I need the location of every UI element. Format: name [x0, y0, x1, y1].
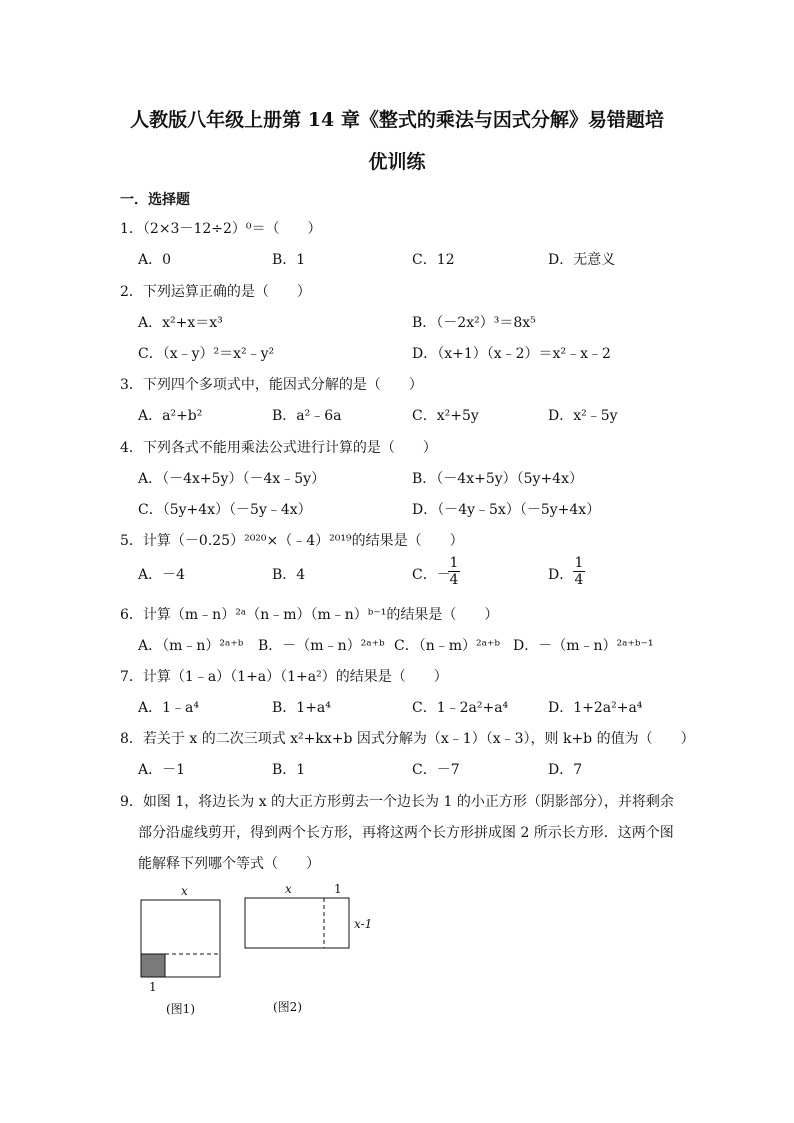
question-2-stem: 2．下列运算正确的是（ ） [120, 284, 311, 300]
question-8-option-b: B．1 [272, 762, 306, 778]
fraction-numerator: 1 [449, 555, 459, 571]
question-6-stem: 6．计算（m﹣n）²ᵃ（n﹣m）（m﹣n）ᵇ⁻¹的结果是（ ） [120, 607, 499, 623]
question-8-option-c: C．－7 [412, 762, 460, 778]
question-7-option-d: D．1+2a²+a⁴ [548, 700, 643, 716]
question-4-option-b: B．（－4x+5y）（5y+4x） [412, 471, 583, 487]
question-2-option-c: C．（x﹣y）²＝x²﹣y² [138, 346, 275, 362]
question-3-option-d: D．x²﹣5y [548, 408, 618, 424]
figure-1-label-x: x [181, 884, 188, 898]
question-4-option-a: A．（－4x+5y）（－4x﹣5y） [138, 471, 326, 487]
question-6-option-a: A．（m﹣n）²ᵃ⁺ᵇ [138, 638, 244, 654]
question-5-option-d: D． [548, 567, 574, 583]
question-7-option-b: B．1+a⁴ [272, 700, 331, 716]
question-8-option-a: A．－1 [138, 762, 186, 778]
question-6-option-d: D．－（m﹣n）²ᵃ⁺ᵇ⁻¹ [513, 638, 654, 654]
question-5-option-a: A．－4 [138, 567, 186, 583]
question-5-option-c: C．－ [412, 567, 451, 583]
question-5-stem: 5．计算（－0.25）²⁰²⁰×（﹣4）²⁰¹⁹的结果是（ ） [120, 533, 464, 549]
question-6-option-c: C．（n﹣m）²ᵃ⁺ᵇ [394, 638, 501, 654]
question-3-option-a: A．a²+b² [138, 408, 203, 424]
question-4-option-c: C．（5y+4x）（－5y﹣4x） [138, 502, 312, 518]
fraction-denominator: 4 [449, 572, 459, 588]
question-2-option-d: D．（x+1）（x﹣2）＝x²﹣x﹣2 [412, 346, 611, 362]
fraction-denominator: 4 [574, 572, 584, 588]
paper-title-line-1: 人教版八年级上册第 14 章《整式的乘法与因式分解》易错题培 [130, 109, 664, 131]
section-heading: 一．选择题 [120, 192, 190, 208]
question-1-stem: 1．（2×3－12÷2）⁰＝（ ） [120, 221, 322, 237]
question-1-option-c: C．12 [412, 252, 455, 268]
question-1-option-a: A．0 [138, 252, 172, 268]
question-3-option-c: C．x²+5y [412, 408, 479, 424]
fraction-numerator: 1 [574, 555, 584, 571]
question-2-option-a: A．x²+x＝x³ [138, 315, 223, 331]
figure-2-rectangle [245, 898, 349, 948]
figure-1-shaded-small-square [141, 954, 165, 977]
question-5-option-b: B．4 [272, 567, 306, 583]
question-7-stem: 7．计算（1﹣a）（1+a）（1+a²）的结果是（ ） [120, 669, 448, 685]
figure-2-caption: (图2) [273, 1000, 302, 1014]
figure-2-label-x: x [285, 882, 292, 896]
question-3-stem: 3．下列四个多项式中，能因式分解的是（ ） [120, 377, 423, 393]
paper-title-line-2: 优训练 [368, 151, 426, 173]
figure-1-label-1: 1 [149, 980, 157, 994]
question-8-stem: 8．若关于 x 的二次三项式 x²+kx+b 因式分解为（x﹣1）（x﹣3），则 k+b 的值为（ ） [120, 731, 695, 747]
question-4-option-d: D．（－4y﹣5x）（－5y+4x） [412, 502, 601, 518]
figure-1-caption: (图1) [166, 1002, 195, 1016]
question-7-option-a: A．1﹣a⁴ [138, 700, 199, 716]
question-3-option-b: B．a²﹣6a [272, 408, 342, 424]
question-9-line-1: 9．如图 1，将边长为 x 的大正方形剪去一个边长为 1 的小正方形（阴影部分），并将剩余 [120, 794, 674, 810]
question-7-option-c: C．1﹣2a²+a⁴ [412, 700, 509, 716]
question-9-line-3: 能解释下列哪个等式（ ） [138, 856, 320, 872]
question-9-line-2: 部分沿虚线剪开，得到两个长方形，再将这两个长方形拼成图 2 所示长方形．这两个图 [138, 825, 674, 841]
figure-2-label-x-minus-1: x-1 [354, 917, 373, 931]
question-4-stem: 4．下列各式不能用乘法公式进行计算的是（ ） [120, 440, 437, 456]
question-6-option-b: B．－（m﹣n）²ᵃ⁺ᵇ [258, 638, 385, 654]
question-1-option-b: B．1 [272, 252, 306, 268]
question-1-option-d: D．无意义 [548, 252, 616, 268]
question-2-option-b: B．（－2x²）³＝8x⁵ [412, 315, 536, 331]
question-8-option-d: D．7 [548, 762, 583, 778]
figure-2-label-1: 1 [334, 882, 342, 896]
